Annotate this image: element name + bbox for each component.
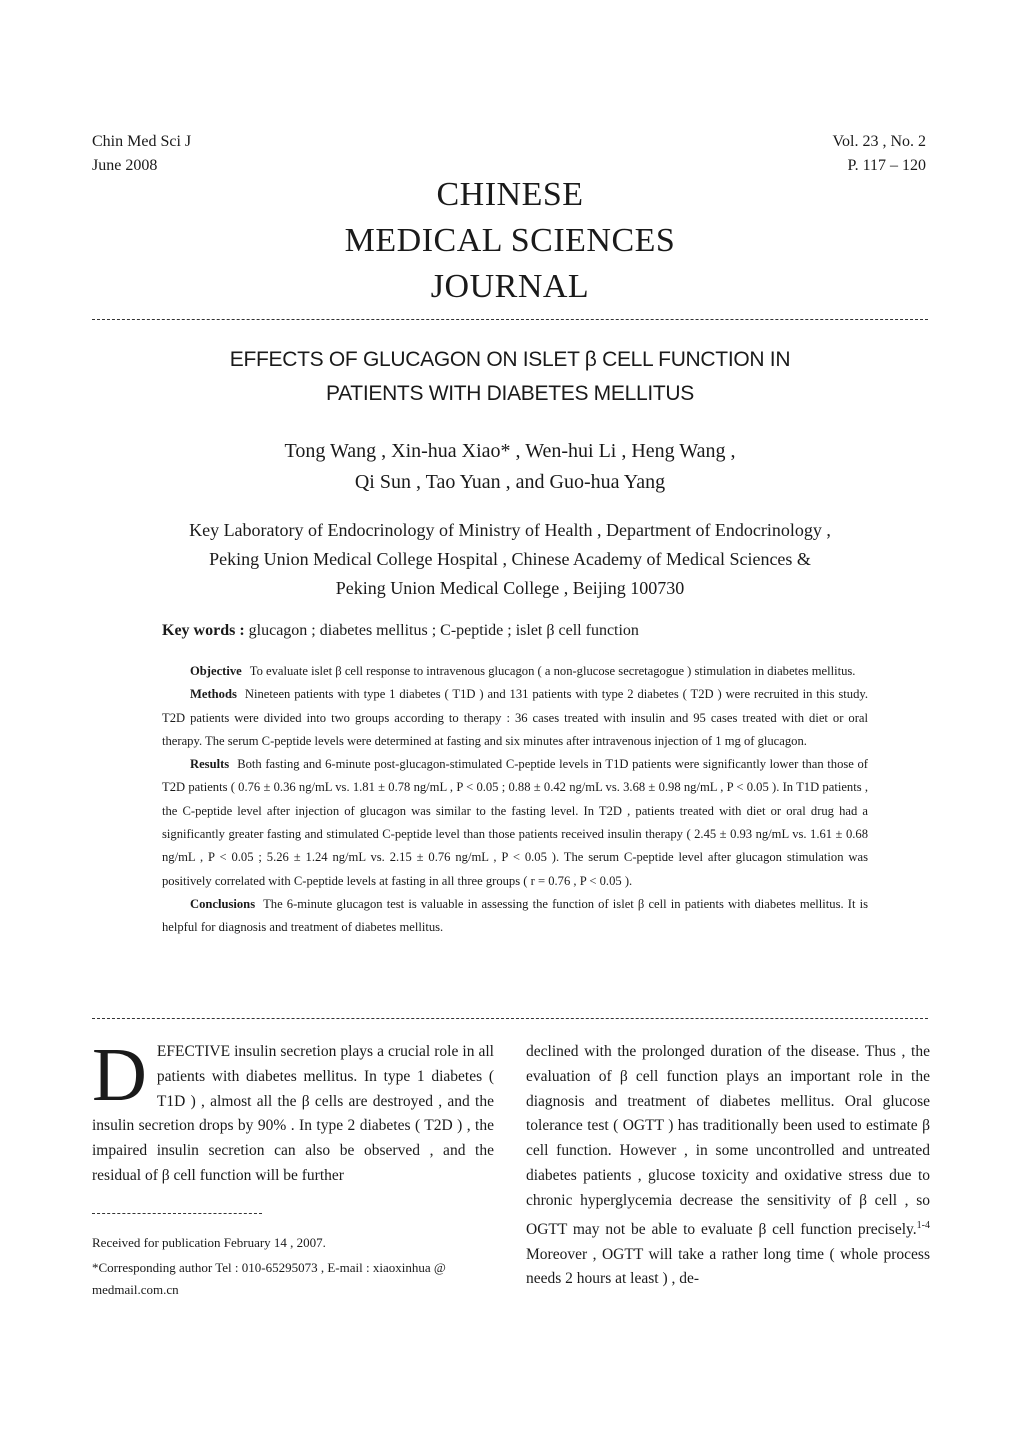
affiliation-line: Key Laboratory of Endocrinology of Ministry of Health , Department of Endocrinology ,	[189, 520, 831, 540]
continued-paragraph	[526, 1040, 930, 1292]
author-list	[90, 436, 930, 498]
journal-title-line: CHINESE	[436, 176, 584, 213]
author-line: Qi Sun , Tao Yuan , and Guo-hua Yang	[354, 471, 666, 493]
intro-paragraph	[92, 1033, 494, 1189]
footnotes	[92, 1232, 494, 1301]
body-left-column	[92, 1033, 494, 1189]
abstract	[162, 660, 868, 940]
journal-title	[0, 172, 1020, 310]
conclusions-label: Conclusions	[190, 896, 256, 911]
abstract-conclusions	[162, 893, 868, 940]
body-right-column	[526, 1040, 930, 1292]
article-title	[90, 343, 930, 411]
footnote-divider	[92, 1213, 262, 1214]
journal-title-line: JOURNAL	[430, 268, 590, 305]
objective-label: Objective	[190, 664, 242, 678]
journal-title-line: MEDICAL SCIENCES	[344, 222, 676, 259]
abstract-methods	[162, 683, 868, 753]
keywords	[162, 620, 922, 642]
volume-issue: Vol. 23 , No. 2	[832, 133, 926, 150]
conclusions-text: The 6-minute glucagon test is valuable in assessing the function of islet β cell in patients with diabetes mellitus. It is helpful for diagnosis and treatment of diabetes mellitus.	[162, 896, 868, 935]
methods-text: Nineteen patients with type 1 diabetes ( T1D ) and 131 patients with type 2 diabetes ( T2D ) were recruited in this study. T2D patients were divided into two groups according to therapy : 36 cases treated with insulin and 95 cases treated with diet or oral therapy. The serum C-peptide levels were determined at fasting and six minutes after intravenous injection of 1 mg of glucagon.	[162, 687, 868, 748]
continued-text: declined with the prolonged duration of the disease. Thus , the evaluation of β cell function plays an important role in the diagnosis and treatment of diabetes mellitus. Oral glucose tolerance test ( OGTT ) has traditionally been used to estimate β cell function. However , in some uncontrolled and untreated diabetes patients , glucose toxicity and oxidative stress due to chronic hyperglycemia decrease the sensitivity of β cell , so OGTT may not be able to evaluate β cell function precisely.	[526, 1043, 930, 1238]
header-divider	[92, 319, 928, 320]
author-line: Tong Wang , Xin-hua Xiao* , Wen-hui Li , Heng Wang ,	[284, 440, 736, 462]
abstract-divider	[92, 1018, 928, 1019]
keywords-text: glucagon ; diabetes mellitus ; C-peptide ; islet β cell function	[248, 622, 639, 639]
affiliation-line: Peking Union Medical College Hospital , Chinese Academy of Medical Sciences &	[209, 549, 811, 569]
methods-label: Methods	[190, 687, 237, 702]
journal-abbrev: Chin Med Sci J	[92, 133, 192, 150]
article-title-line: EFFECTS OF GLUCAGON ON ISLET β CELL FUNCTION IN	[229, 348, 791, 371]
affiliation-line: Peking Union Medical College , Beijing 100730	[335, 578, 685, 598]
article-title-line: PATIENTS WITH DIABETES MELLITUS	[326, 382, 694, 405]
keywords-label: Key words :	[162, 622, 245, 639]
issue-date: June 2008	[92, 157, 158, 174]
corresponding-note: *Corresponding author Tel : 010-65295073 , E-mail : xiaoxinhua @ medmail.com.cn	[92, 1260, 446, 1297]
citation-ref: 1-4	[916, 1219, 930, 1231]
continued-text-end: Moreover , OGTT will take a rather long time ( whole process needs 2 hours at least ) , de-	[526, 1245, 930, 1288]
objective-text: To evaluate islet β cell response to intravenous glucagon ( a non-glucose secretagogue ) stimulation in diabetes mellitus.	[249, 664, 856, 678]
intro-text: EFECTIVE insulin secretion plays a crucial role in all patients with diabetes mellitus. In type 1 diabetes ( T1D ) , almost all the β cells are destroyed , and the insulin secretion drops by 90% . In type 2 diabetes ( T2D ) , the impaired insulin secretion can also be observed , and the residual of β cell function will be further	[92, 1043, 494, 1184]
results-label: Results	[190, 757, 230, 772]
drop-cap: D	[92, 1033, 147, 1117]
affiliation	[90, 516, 930, 603]
page-range: P. 117 – 120	[847, 157, 926, 174]
abstract-results	[162, 753, 868, 893]
received-note: Received for publication February 14 , 2007.	[92, 1235, 326, 1250]
results-text: Both fasting and 6-minute post-glucagon-stimulated C-peptide levels in T1D patients were significantly lower than those of T2D patients ( 0.76 ± 0.36 ng/mL vs. 1.81 ± 0.78 ng/mL , P < 0.05 ; 0.88 ± 0.42 ng/mL vs. 3.68 ± 0.98 ng/mL , P < 0.05 ). In T1D patients , the C-peptide level after injection of glucagon was similar to the fasting level. In T2D , patients treated with diet or oral drug had a significantly greater fasting and stimulated C-peptide level than those patients received insulin therapy ( 2.45 ± 0.93 ng/mL vs. 1.61 ± 0.68 ng/mL , P < 0.05 ; 5.26 ± 1.24 ng/mL vs. 2.15 ± 0.76 ng/mL , P < 0.05 ). The serum C-peptide level after glucagon stimulation was positively correlated with C-peptide levels at fasting in all three groups ( r = 0.76 , P < 0.05 ).	[162, 757, 868, 888]
abstract-objective	[162, 660, 868, 683]
